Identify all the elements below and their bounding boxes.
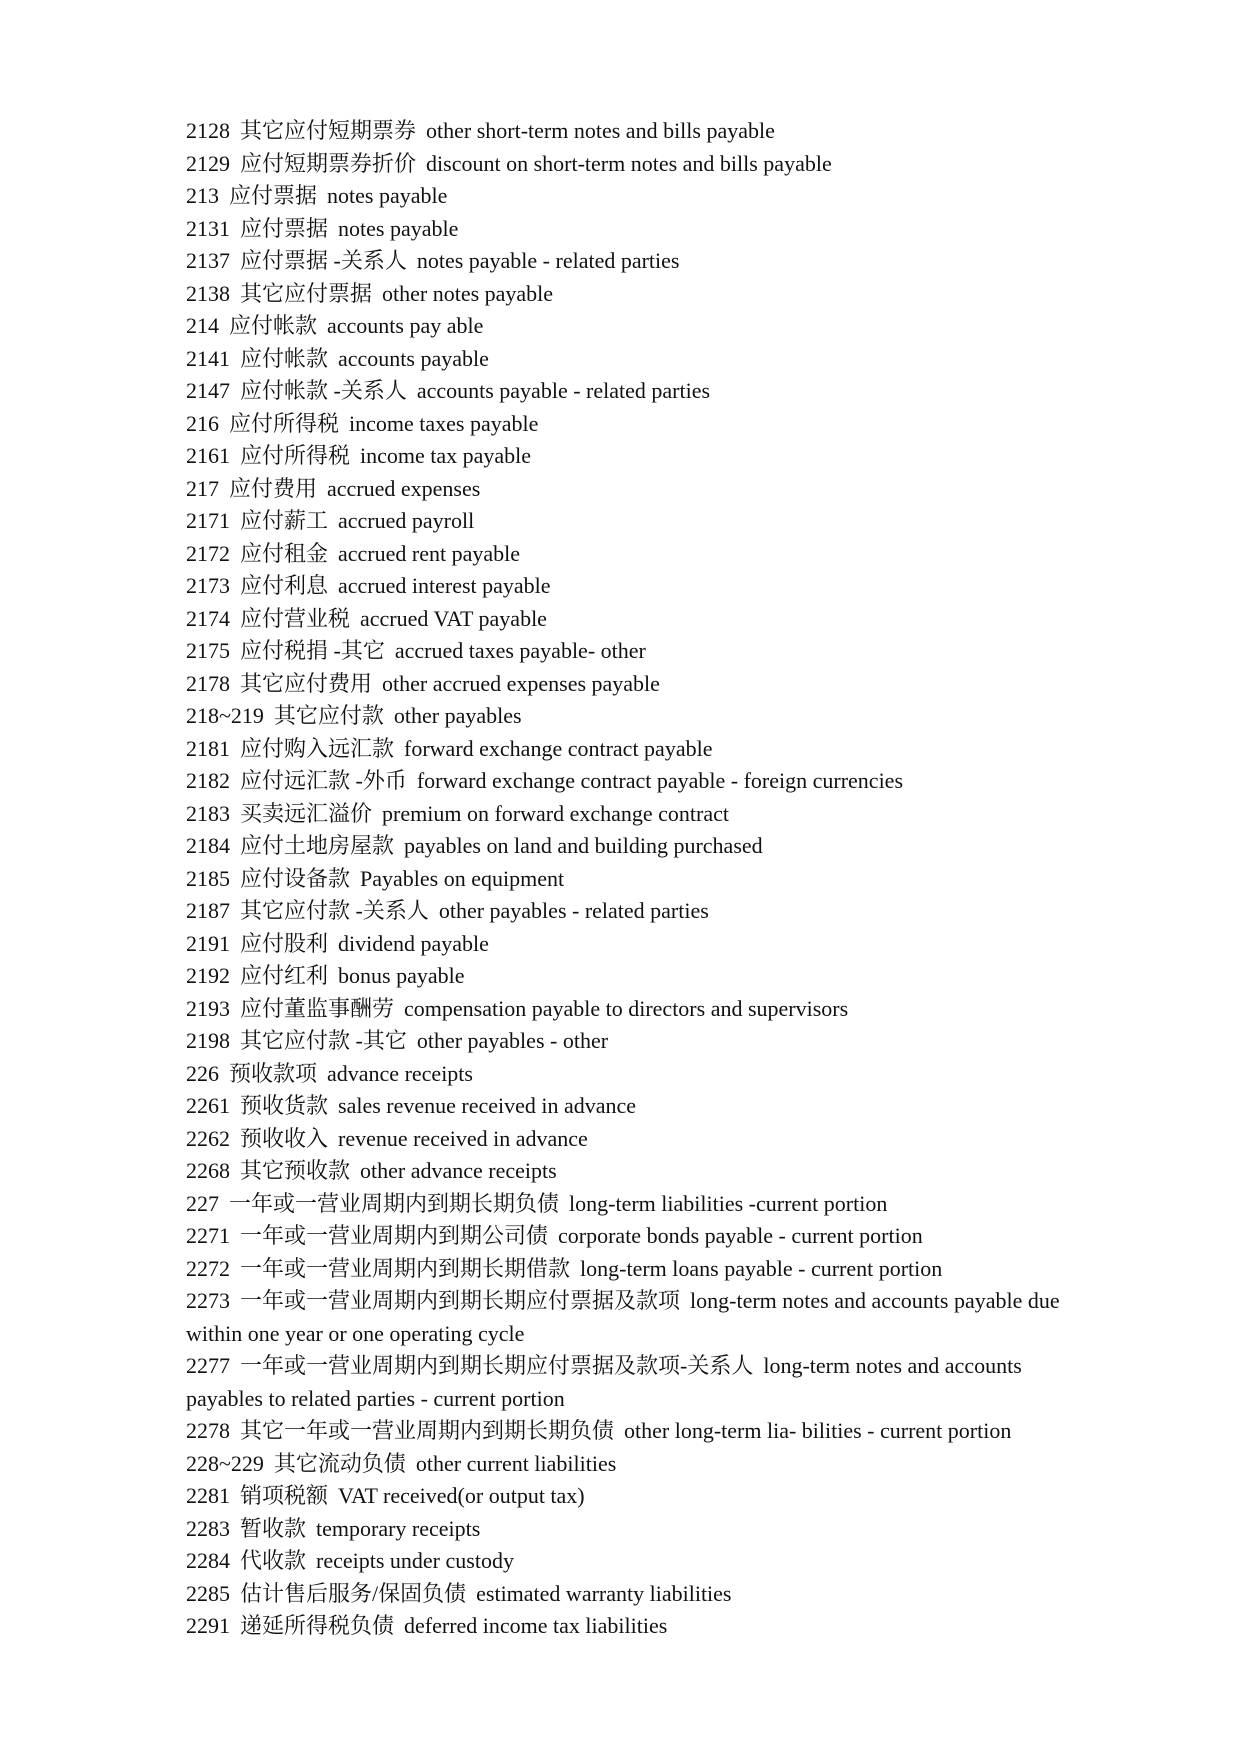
- account-name-chinese: 应付土地房屋款: [240, 833, 395, 858]
- account-name-chinese: 一年或一营业周期内到期长期负债: [229, 1190, 560, 1216]
- account-name-english: accounts payable: [338, 345, 489, 371]
- account-name-english: payables on land and building purchased: [404, 833, 763, 858]
- account-name-chinese: 代收款: [240, 1548, 307, 1573]
- account-entry: [186, 1610, 1066, 1643]
- account-name-english: dividend payable: [338, 930, 489, 956]
- account-code: 2183: [186, 800, 230, 826]
- account-name-english: accrued taxes payable- other: [394, 638, 646, 663]
- account-code: 2175: [186, 638, 230, 663]
- account-name-english: revenue received in advance: [338, 1125, 588, 1151]
- account-entry: [186, 895, 1066, 928]
- account-name-english: accrued expenses: [327, 475, 481, 501]
- account-name-chinese: 一年或一营业周期内到期长期应付票据及款项-关系人: [240, 1353, 754, 1378]
- account-name-english: long-term notes and accounts payable due within one year or one operating cycle: [186, 1288, 1060, 1346]
- account-code: 216: [186, 410, 219, 436]
- account-code: 2182: [186, 768, 230, 793]
- account-entry: [186, 635, 1066, 668]
- account-entry: [186, 1220, 1066, 1253]
- account-name-chinese: 应付设备款: [240, 865, 351, 891]
- account-entry: [186, 1350, 1066, 1415]
- account-name-english: accounts pay able: [327, 313, 484, 338]
- account-entry: [186, 570, 1066, 603]
- account-name-chinese: 估计售后服务/保固负债: [240, 1580, 467, 1606]
- account-entry: [186, 440, 1066, 473]
- account-name-english: notes payable - related parties: [416, 248, 680, 273]
- account-entry: [186, 765, 1066, 798]
- account-name-english: other payables - related parties: [438, 898, 709, 923]
- account-name-chinese: 其它应付款 -其它: [240, 1028, 407, 1053]
- account-name-english: other long-term lia- bilities - current portion: [624, 1418, 1012, 1443]
- account-name-chinese: 应付票据 -关系人: [240, 248, 407, 273]
- account-code: 2172: [186, 540, 230, 566]
- account-code: 2191: [186, 930, 230, 956]
- account-code: 2181: [186, 735, 230, 761]
- account-name-chinese: 应付帐款 -关系人: [240, 378, 407, 403]
- account-code: 2184: [186, 833, 230, 858]
- account-entry: [186, 408, 1066, 441]
- account-code: 2281: [186, 1483, 230, 1508]
- account-entry: [186, 148, 1066, 181]
- account-entry: [186, 375, 1066, 408]
- account-name-chinese: 其它应付票据: [240, 280, 373, 306]
- account-code: 2138: [186, 280, 230, 306]
- account-entry: [186, 863, 1066, 896]
- account-name-english: other short-term notes and bills payable: [426, 118, 775, 143]
- account-name-english: forward exchange contract payable - foreign currencies: [416, 768, 904, 793]
- account-name-chinese: 应付短期票券折价: [240, 150, 417, 176]
- account-name-english: accrued interest payable: [338, 573, 551, 598]
- account-name-english: other notes payable: [382, 280, 554, 306]
- account-entry: [186, 1123, 1066, 1156]
- account-name-chinese: 应付所得税: [240, 443, 351, 468]
- account-entry: [186, 733, 1066, 766]
- account-name-english: accrued payroll: [338, 508, 475, 533]
- account-name-chinese: 买卖远汇溢价: [240, 800, 373, 826]
- account-name-english: sales revenue received in advance: [338, 1093, 637, 1118]
- document-page: [186, 115, 1066, 1643]
- account-code: 2131: [186, 215, 230, 241]
- account-name-chinese: 应付董监事酬劳: [240, 995, 395, 1021]
- account-code: 214: [186, 313, 219, 338]
- account-name-chinese: 应付帐款: [240, 345, 329, 371]
- account-name-english: premium on forward exchange contract: [382, 800, 729, 826]
- account-name-chinese: 应付购入远汇款: [240, 735, 395, 761]
- account-code: 2285: [186, 1580, 230, 1606]
- account-name-chinese: 应付红利: [240, 963, 329, 988]
- account-name-chinese: 一年或一营业周期内到期长期借款: [240, 1255, 571, 1281]
- account-code: 2147: [186, 378, 230, 403]
- account-name-chinese: 其它应付费用: [240, 670, 373, 696]
- account-name-chinese: 销项税额: [240, 1483, 329, 1508]
- account-entry: [186, 1513, 1066, 1546]
- account-name-chinese: 预收收入: [240, 1125, 329, 1151]
- account-name-chinese: 应付远汇款 -外币: [240, 768, 407, 793]
- account-name-english: VAT received(or output tax): [338, 1483, 585, 1508]
- account-name-chinese: 其它应付款: [273, 703, 384, 728]
- account-name-english: long-term loans payable - current portion: [580, 1255, 943, 1281]
- account-name-chinese: 应付所得税: [229, 410, 340, 436]
- account-entry: [186, 115, 1066, 148]
- account-code: 2173: [186, 573, 230, 598]
- account-entry: [186, 505, 1066, 538]
- account-name-chinese: 其它应付款 -关系人: [240, 898, 429, 923]
- account-name-english: long-term liabilities -current portion: [569, 1190, 888, 1216]
- account-code-list: [186, 115, 1066, 1643]
- account-name-english: other accrued expenses payable: [382, 670, 660, 696]
- account-entry: [186, 1415, 1066, 1448]
- account-code: 218~219: [186, 703, 264, 728]
- account-name-english: notes payable: [327, 183, 448, 208]
- account-name-chinese: 应付薪工: [240, 508, 329, 533]
- account-code: 2277: [186, 1353, 230, 1378]
- account-entry: [186, 538, 1066, 571]
- account-code: 227: [186, 1190, 219, 1216]
- account-code: 2198: [186, 1028, 230, 1053]
- account-entry: [186, 343, 1066, 376]
- account-entry: [186, 668, 1066, 701]
- account-name-chinese: 其它一年或一营业周期内到期长期负债: [240, 1418, 615, 1443]
- account-name-english: discount on short-term notes and bills payable: [426, 150, 832, 176]
- account-code: 2187: [186, 898, 230, 923]
- account-entry: [186, 1090, 1066, 1123]
- account-code: 2185: [186, 865, 230, 891]
- account-name-chinese: 其它应付短期票券: [240, 118, 417, 143]
- account-entry: [186, 928, 1066, 961]
- account-name-english: temporary receipts: [316, 1515, 481, 1541]
- account-entry: [186, 1058, 1066, 1091]
- account-name-chinese: 应付税捐 -其它: [240, 638, 385, 663]
- account-code: 2291: [186, 1613, 230, 1638]
- account-name-english: receipts under custody: [316, 1548, 514, 1573]
- account-code: 2178: [186, 670, 230, 696]
- account-entry: [186, 1155, 1066, 1188]
- account-entry: [186, 1578, 1066, 1611]
- account-name-chinese: 预收款项: [229, 1060, 318, 1086]
- account-name-chinese: 应付费用: [229, 475, 318, 501]
- account-name-chinese: 应付股利: [240, 930, 329, 956]
- account-name-chinese: 应付租金: [240, 540, 329, 566]
- account-entry: [186, 700, 1066, 733]
- account-name-english: advance receipts: [327, 1060, 473, 1086]
- account-name-english: compensation payable to directors and supervisors: [404, 995, 849, 1021]
- account-name-english: income tax payable: [360, 443, 532, 468]
- account-code: 2278: [186, 1418, 230, 1443]
- account-code: 2174: [186, 605, 230, 631]
- account-entry: [186, 1545, 1066, 1578]
- account-code: 2262: [186, 1125, 230, 1151]
- account-code: 2141: [186, 345, 230, 371]
- account-code: 2192: [186, 963, 230, 988]
- account-name-chinese: 应付票据: [229, 183, 318, 208]
- account-entry: [186, 473, 1066, 506]
- account-name-english: accounts payable - related parties: [416, 378, 711, 403]
- account-code: 217: [186, 475, 219, 501]
- account-code: 2161: [186, 443, 230, 468]
- account-name-chinese: 一年或一营业周期内到期公司债: [240, 1223, 549, 1248]
- account-name-english: deferred income tax liabilities: [404, 1613, 668, 1638]
- account-code: 2128: [186, 118, 230, 143]
- account-name-english: accrued VAT payable: [360, 605, 547, 631]
- account-name-chinese: 预收货款: [240, 1093, 329, 1118]
- account-code: 2137: [186, 248, 230, 273]
- account-name-english: other advance receipts: [360, 1158, 557, 1183]
- account-name-english: Payables on equipment: [360, 865, 565, 891]
- account-entry: [186, 830, 1066, 863]
- account-name-chinese: 应付帐款: [229, 313, 318, 338]
- account-name-chinese: 应付利息: [240, 573, 329, 598]
- account-entry: [186, 1480, 1066, 1513]
- account-entry: [186, 1188, 1066, 1221]
- account-entry: [186, 213, 1066, 246]
- account-code: 2283: [186, 1515, 230, 1541]
- account-name-chinese: 一年或一营业周期内到期长期应付票据及款项: [240, 1288, 681, 1313]
- account-name-chinese: 应付票据: [240, 215, 329, 241]
- account-code: 2129: [186, 150, 230, 176]
- account-code: 2273: [186, 1288, 230, 1313]
- account-entry: [186, 245, 1066, 278]
- account-code: 213: [186, 183, 219, 208]
- account-name-english: accrued rent payable: [338, 540, 521, 566]
- account-name-english: long-term notes and accounts payables to related parties - current portion: [186, 1353, 1022, 1411]
- account-code: 2171: [186, 508, 230, 533]
- account-name-chinese: 暂收款: [240, 1515, 307, 1541]
- account-name-english: income taxes payable: [349, 410, 539, 436]
- account-name-english: other current liabilities: [415, 1450, 617, 1476]
- account-entry: [186, 960, 1066, 993]
- account-entry: [186, 180, 1066, 213]
- account-entry: [186, 1025, 1066, 1058]
- account-code: 2284: [186, 1548, 230, 1573]
- account-entry: [186, 603, 1066, 636]
- account-name-english: notes payable: [338, 215, 459, 241]
- account-name-english: estimated warranty liabilities: [476, 1580, 732, 1606]
- account-name-chinese: 递延所得税负债: [240, 1613, 395, 1638]
- account-name-english: other payables - other: [416, 1028, 609, 1053]
- account-name-chinese: 其它流动负债: [273, 1450, 406, 1476]
- account-name-english: forward exchange contract payable: [404, 735, 713, 761]
- account-code: 226: [186, 1060, 219, 1086]
- account-code: 2193: [186, 995, 230, 1021]
- account-name-chinese: 其它预收款: [240, 1158, 351, 1183]
- account-name-english: bonus payable: [338, 963, 465, 988]
- account-entry: [186, 798, 1066, 831]
- account-name-chinese: 应付营业税: [240, 605, 351, 631]
- account-entry: [186, 1285, 1066, 1350]
- account-name-english: other payables: [393, 703, 522, 728]
- account-code: 228~229: [186, 1450, 264, 1476]
- account-code: 2271: [186, 1223, 230, 1248]
- account-entry: [186, 1253, 1066, 1286]
- account-code: 2261: [186, 1093, 230, 1118]
- account-entry: [186, 993, 1066, 1026]
- account-code: 2272: [186, 1255, 230, 1281]
- account-entry: [186, 1448, 1066, 1481]
- account-code: 2268: [186, 1158, 230, 1183]
- account-entry: [186, 278, 1066, 311]
- account-name-english: corporate bonds payable - current portion: [558, 1223, 923, 1248]
- account-entry: [186, 310, 1066, 343]
